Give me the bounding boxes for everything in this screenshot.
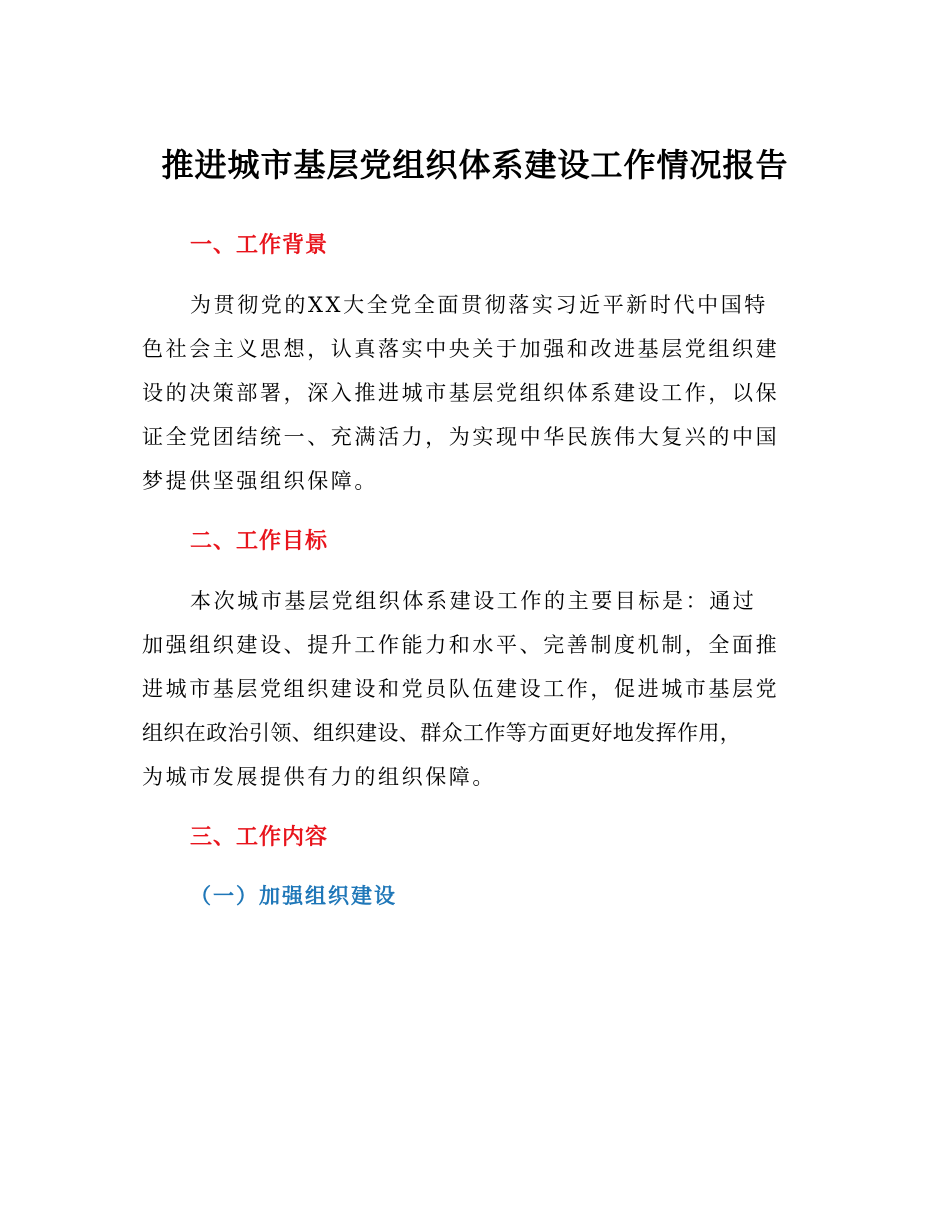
paragraph-line: 加强组织建设、提升工作能力和水平、完善制度机制，全面推 xyxy=(142,633,780,657)
paragraph-line: 为贯彻党的XX大全党全面贯彻落实习近平新时代中国特 xyxy=(190,293,768,317)
paragraph-line: 组织在政治引领、组织建设、群众工作等方面更好地发挥作用， xyxy=(142,721,742,745)
paragraph-line: 证全党团结统一、充满活力，为实现中华民族伟大复兴的中国 xyxy=(142,425,780,449)
paragraph-line: 梦提供坚强组织保障。 xyxy=(142,469,378,493)
paragraph-line: 进城市基层党组织建设和党员队伍建设工作，促进城市基层党 xyxy=(142,677,780,701)
section-heading-goals: 二、工作目标 xyxy=(190,529,329,554)
paragraph-line: 设的决策部署，深入推进城市基层党组织体系建设工作，以保 xyxy=(142,381,780,405)
paragraph-line: 色社会主义思想，认真落实中央关于加强和改进基层党组织建 xyxy=(142,337,780,361)
paragraph-line: 为城市发展提供有力的组织保障。 xyxy=(142,765,496,789)
section-heading-content: 三、工作内容 xyxy=(190,825,329,850)
paragraph-line: 本次城市基层党组织体系建设工作的主要目标是：通过 xyxy=(190,589,757,613)
paragraph-background xyxy=(0,283,950,503)
document-title: 推进城市基层党组织体系建设工作情况报告 xyxy=(161,146,789,184)
subsection-heading-organization: （一）加强组织建设 xyxy=(190,883,397,908)
paragraph-goals xyxy=(0,579,950,799)
section-heading-background: 一、工作背景 xyxy=(190,233,329,258)
